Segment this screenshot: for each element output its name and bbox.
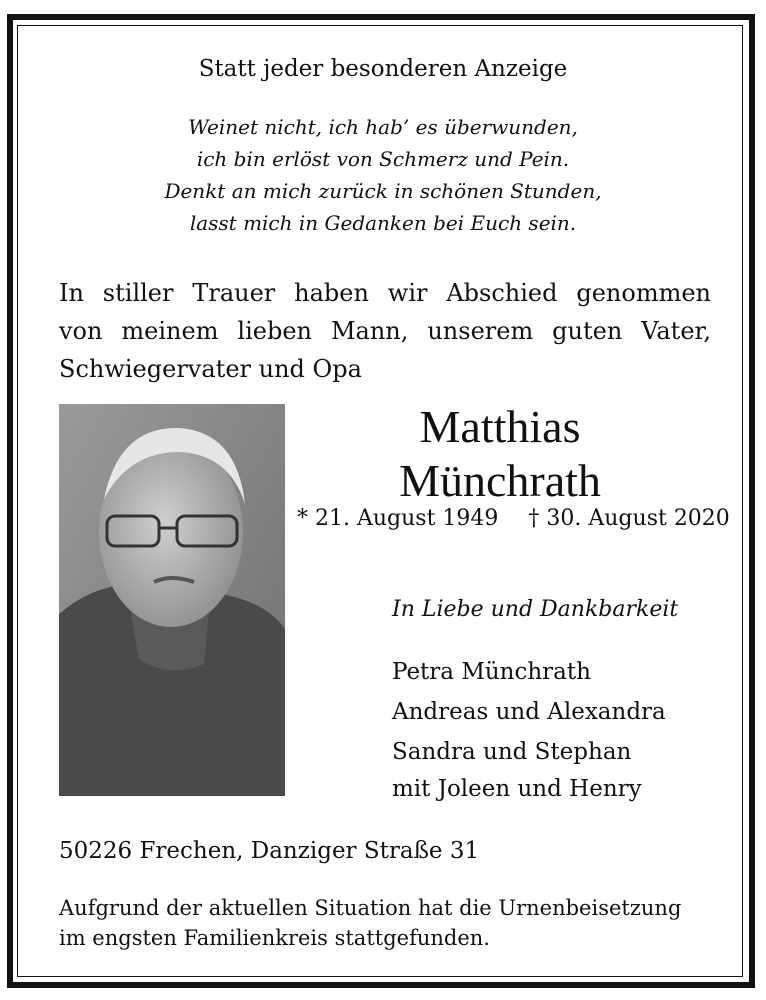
note-line: Aufgrund der aktuellen Situation hat die Urnenbeisetzung	[59, 896, 682, 920]
closing-phrase: In Liebe und Dankbarkeit	[392, 597, 679, 622]
signer: mit Joleen und Henry	[392, 776, 642, 802]
signer: Andreas und Alexandra	[392, 699, 666, 725]
poem-line: Denkt an mich zurück in schönen Stunden,	[164, 179, 602, 203]
signer: Sandra und Stephan	[392, 739, 632, 765]
deceased-first-name: Matthias	[419, 401, 581, 452]
death-date: † 30. August 2020	[528, 506, 730, 531]
notice-heading: Statt jeder besonderen Anzeige	[198, 56, 568, 82]
poem-line: lasst mich in Gedanken bei Euch sein.	[189, 211, 577, 235]
portrait-photo	[59, 404, 285, 796]
burial-note	[59, 893, 719, 953]
poem-line: Weinet nicht, ich hab’ es überwunden,	[188, 115, 578, 139]
deceased-last-name: Münchrath	[399, 455, 601, 506]
poem-line: ich bin erlöst von Schmerz und Pein.	[196, 147, 570, 171]
life-dates	[297, 506, 730, 531]
intro-line: von meinem lieben Mann, unserem guten Vater,	[59, 317, 711, 345]
family-address: 50226 Frechen, Danziger Straße 31	[59, 838, 480, 864]
portrait-illustration	[59, 404, 285, 796]
signer: Petra Münchrath	[392, 659, 591, 685]
intro-line: In stiller Trauer haben wir Abschied genommen	[59, 279, 711, 307]
memorial-poem	[0, 111, 766, 239]
intro-line: Schwiegervater und Opa	[59, 355, 362, 383]
intro-text	[59, 274, 711, 388]
signers-list	[392, 652, 666, 806]
note-line: im engsten Familienkreis stattgefunden.	[59, 926, 490, 950]
birth-date: * 21. August 1949	[297, 506, 499, 531]
